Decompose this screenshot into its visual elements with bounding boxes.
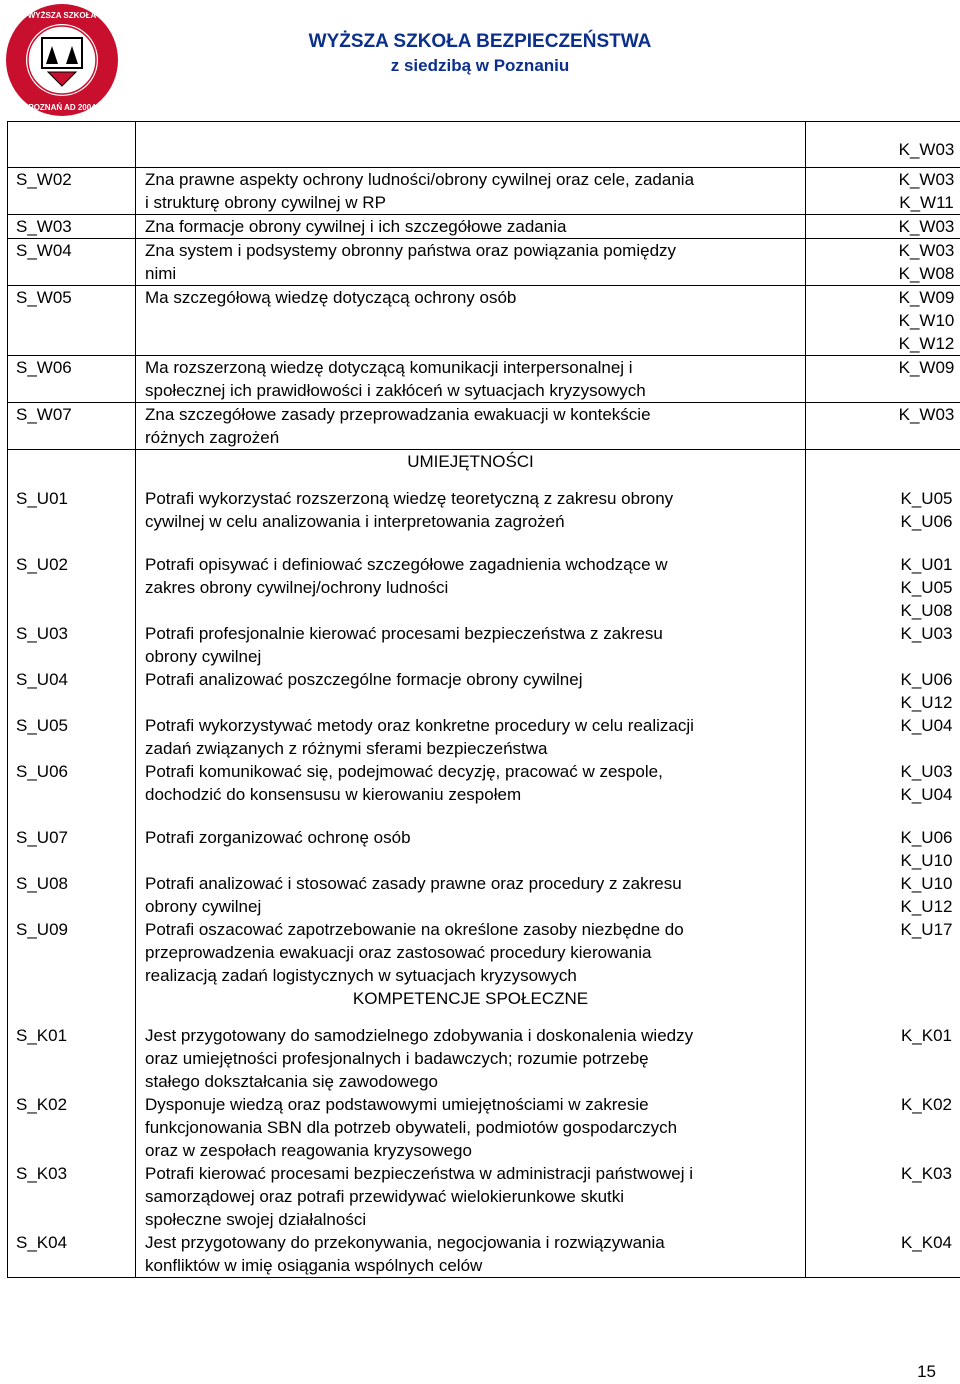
section-heading [136,450,806,488]
description-line: stałego dokształcania się zawodowego [145,1072,438,1091]
table-row [8,553,960,622]
outcome-description [136,668,806,714]
table-row [8,1231,960,1278]
effect-code: K_U01 [900,555,953,574]
table-row [8,872,960,918]
effect-code: K_U08 [900,601,953,620]
description-line: nimi [145,264,177,283]
effect-code: K_U12 [900,693,953,712]
effect-code: K_U05 [900,578,953,597]
effect-codes [806,668,960,714]
description-line: Potrafi wykorzystać rozszerzoną wiedzę teoretyczną z zakresu obrony [145,489,674,508]
description-line: oraz umiejętności profesjonalnych i badawczych; rozumie potrzebę [145,1049,649,1068]
outcome-description [136,760,806,826]
table-row [8,168,960,215]
effect-codes [806,286,960,356]
effect-codes [806,356,960,403]
description-line: Potrafi profesjonalnie kierować procesami bezpieczeństwa z zakresu [145,624,663,643]
effect-code: K_W03 [898,405,955,424]
outcome-code [8,1231,136,1278]
description-line: samorządowej oraz potrafi przewidywać wielokierunkowe skutki [145,1187,625,1206]
outcome-code [8,1024,136,1093]
description-line: przeprowadzenia ewakuacji oraz zastosować procedury kierowania [145,943,652,962]
description-line: Potrafi wykorzystywać metody oraz konkretne procedury w celu realizacji [145,716,694,735]
svg-text:POZNAŃ AD 2004: POZNAŃ AD 2004 [28,103,96,112]
description-line: Potrafi analizować poszczególne formacje obrony cywilnej [145,670,583,689]
outcome-code [8,1093,136,1162]
description-line: różnych zagrożeń [145,428,280,447]
outcome-code-text: S_W07 [16,405,72,424]
svg-text:WYŻSZA SZKOŁA: WYŻSZA SZKOŁA [27,11,97,20]
outcome-code [8,356,136,403]
table-row [8,714,960,760]
description-line: Potrafi oszacować zapotrzebowanie na określone zasoby niezbędne do [145,920,684,939]
section-row [8,450,960,488]
effect-codes [806,918,960,987]
description-line: zadań związanych z różnymi sferami bezpieczeństwa [145,739,548,758]
effect-code: K_W09 [898,288,955,307]
outcome-description [136,714,806,760]
outcome-code-text: S_U09 [16,920,68,939]
description-line: dochodzić do konsensusu w kierowaniu zespołem [145,785,522,804]
outcome-code [8,215,136,239]
effect-code: K_W03 [898,217,955,236]
outcome-description [136,215,806,239]
outcome-description [136,239,806,286]
outcome-code [8,553,136,622]
effect-code: K_W03 [898,140,955,159]
description-line: Potrafi kierować procesami bezpieczeństwa w administracji państwowej i [145,1164,694,1183]
table-row [8,215,960,239]
outcome-code-text: S_K02 [16,1095,68,1114]
table-row [8,826,960,872]
outcome-description [136,168,806,215]
effect-code: K_W08 [898,264,955,283]
section-title: UMIEJĘTNOŚCI [407,452,534,471]
table-row [8,487,960,553]
effect-code: K_W09 [898,358,955,377]
outcome-code-text: S_U02 [16,555,68,574]
table-row [8,1093,960,1162]
description-line: Potrafi analizować i stosować zasady prawne oraz procedury z zakresu [145,874,682,893]
outcome-code [8,622,136,668]
table-row [8,760,960,826]
effect-code: K_U04 [900,785,953,804]
description-line: cywilnej w celu analizowania i interpretowania zagrożeń [145,512,565,531]
description-line: Dysponuje wiedzą oraz podstawowymi umiejętnościami w zakresie [145,1095,649,1114]
effect-code: K_U17 [900,920,953,939]
outcome-description [136,553,806,622]
outcome-code [8,286,136,356]
outcome-code-text: S_K01 [16,1026,68,1045]
description-line: Ma szczegółową wiedzę dotyczącą ochrony osób [145,288,517,307]
outcome-description [136,1162,806,1231]
description-line: funkcjonowania SBN dla potrzeb obywateli, podmiotów gospodarczych [145,1118,678,1137]
effect-code: K_W12 [898,334,955,353]
table-row [8,668,960,714]
effect-code: K_U03 [900,624,953,643]
effect-code: K_K04 [900,1233,953,1252]
effect-code: K_U06 [900,828,953,847]
outcome-code [8,403,136,450]
description-line: społecznej ich prawidłowości i zakłóceń w sytuacjach kryzysowych [145,381,646,400]
outcome-code-text: S_W06 [16,358,72,377]
outcome-description [136,403,806,450]
learning-outcomes-table [7,121,960,1278]
outcome-code [8,987,136,1024]
outcome-code [8,872,136,918]
page-header [0,0,960,110]
effect-codes [806,987,960,1024]
table-row [8,356,960,403]
effect-codes [806,553,960,622]
description-line: Zna formacje obrony cywilnej i ich szczegółowe zadania [145,217,567,236]
description-line: społeczne swojej działalności [145,1210,367,1229]
table-row [8,403,960,450]
description-line: konfliktów w imię osiągania wspólnych celów [145,1256,483,1275]
outcome-code-text: S_U07 [16,828,68,847]
outcome-description [136,487,806,553]
outcome-code-text: S_K03 [16,1164,68,1183]
effect-code: K_W11 [899,193,954,212]
effect-code: K_U10 [900,851,953,870]
effect-codes [806,1162,960,1231]
description-line: Jest przygotowany do przekonywania, negocjowania i rozwiązywania [145,1233,665,1252]
description-line: realizacją zadań logistycznych w sytuacjach kryzysowych [145,966,577,985]
description-line: i strukturę obrony cywilnej w RP [145,193,386,212]
table-row [8,1024,960,1093]
description-line: Zna prawne aspekty ochrony ludności/obrony cywilnej oraz cele, zadania [145,170,695,189]
outcome-code [8,760,136,826]
outcome-code [8,122,136,168]
table-row [8,122,960,168]
table-row [8,286,960,356]
description-line: Zna system i podsystemy obronny państwa oraz powiązania pomiędzy [145,241,677,260]
page-number: 15 [917,1362,936,1381]
outcome-description [136,356,806,403]
description-line: zakres obrony cywilnej/ochrony ludności [145,578,449,597]
effect-code: K_U06 [900,512,953,531]
effect-codes [806,403,960,450]
description-line: Potrafi zorganizować ochronę osób [145,828,411,847]
effect-code: K_U05 [900,489,953,508]
outcome-code [8,918,136,987]
outcome-code-text: S_U05 [16,716,68,735]
effect-codes [806,760,960,826]
outcome-description [136,918,806,987]
outcome-code [8,168,136,215]
effect-code: K_U12 [900,897,953,916]
outcome-code [8,239,136,286]
effect-code: K_U03 [900,762,953,781]
effect-codes [806,122,960,168]
effect-code: K_U10 [900,874,953,893]
outcome-code-text: S_U06 [16,762,68,781]
outcome-code [8,826,136,872]
outcome-description [136,122,806,168]
outcome-code-text: S_U01 [16,489,68,508]
description-line: Potrafi opisywać i definiować szczegółowe zagadnienia wchodzące w [145,555,668,574]
outcome-code [8,714,136,760]
effect-code: K_K02 [900,1095,953,1114]
section-row [8,987,960,1024]
effect-code: K_W10 [898,311,955,330]
table-row [8,239,960,286]
school-seat: z siedzibą w Poznaniu [390,56,570,75]
effect-codes [806,1093,960,1162]
outcome-code-text: S_U08 [16,874,68,893]
outcome-description [136,826,806,872]
section-title: KOMPETENCJE SPOŁECZNE [352,989,589,1008]
description-line: Zna szczegółowe zasady przeprowadzania ewakuacji w kontekście [145,405,651,424]
description-line: obrony cywilnej [145,897,262,916]
description-line: oraz w zespołach reagowania kryzysowego [145,1141,472,1160]
outcome-description [136,1024,806,1093]
effect-code: K_K01 [900,1026,953,1045]
school-name: WYŻSZA SZKOŁA BEZPIECZEŃSTWA [308,31,652,52]
table-row [8,1162,960,1231]
effect-code: K_W03 [898,170,955,189]
effect-code: K_W03 [898,241,955,260]
effect-code: K_U04 [900,716,953,735]
university-seal-logo [4,2,120,118]
effect-codes [806,487,960,553]
table-row [8,918,960,987]
effect-codes [806,239,960,286]
outcome-code [8,1162,136,1231]
description-line: Ma rozszerzoną wiedzę dotyczącą komunikacji interpersonalnej i [145,358,633,377]
outcome-code-text: S_W02 [16,170,72,189]
effect-codes [806,872,960,918]
outcome-description [136,872,806,918]
effect-codes [806,826,960,872]
effect-codes [806,1024,960,1093]
outcome-code-text: S_U03 [16,624,68,643]
effect-codes [806,1231,960,1278]
outcome-description [136,1093,806,1162]
effect-codes [806,450,960,488]
effect-codes [806,215,960,239]
table-row [8,622,960,668]
outcome-code [8,668,136,714]
outcome-code [8,487,136,553]
outcome-description [136,1231,806,1278]
effect-code: K_U06 [900,670,953,689]
description-line: Jest przygotowany do samodzielnego zdobywania i doskonalenia wiedzy [145,1026,694,1045]
outcome-code-text: S_W04 [16,241,72,260]
section-heading [136,987,806,1024]
outcome-code-text: S_U04 [16,670,68,689]
effect-codes [806,168,960,215]
outcome-code-text: S_K04 [16,1233,68,1252]
effect-codes [806,622,960,668]
description-line: obrony cywilnej [145,647,262,666]
outcome-code-text: S_W03 [16,217,72,236]
effect-codes [806,714,960,760]
outcome-description [136,622,806,668]
description-line: Potrafi komunikować się, podejmować decyzję, pracować w zespole, [145,762,663,781]
outcome-code [8,450,136,488]
effect-code: K_K03 [900,1164,953,1183]
outcome-code-text: S_W05 [16,288,72,307]
outcome-description [136,286,806,356]
